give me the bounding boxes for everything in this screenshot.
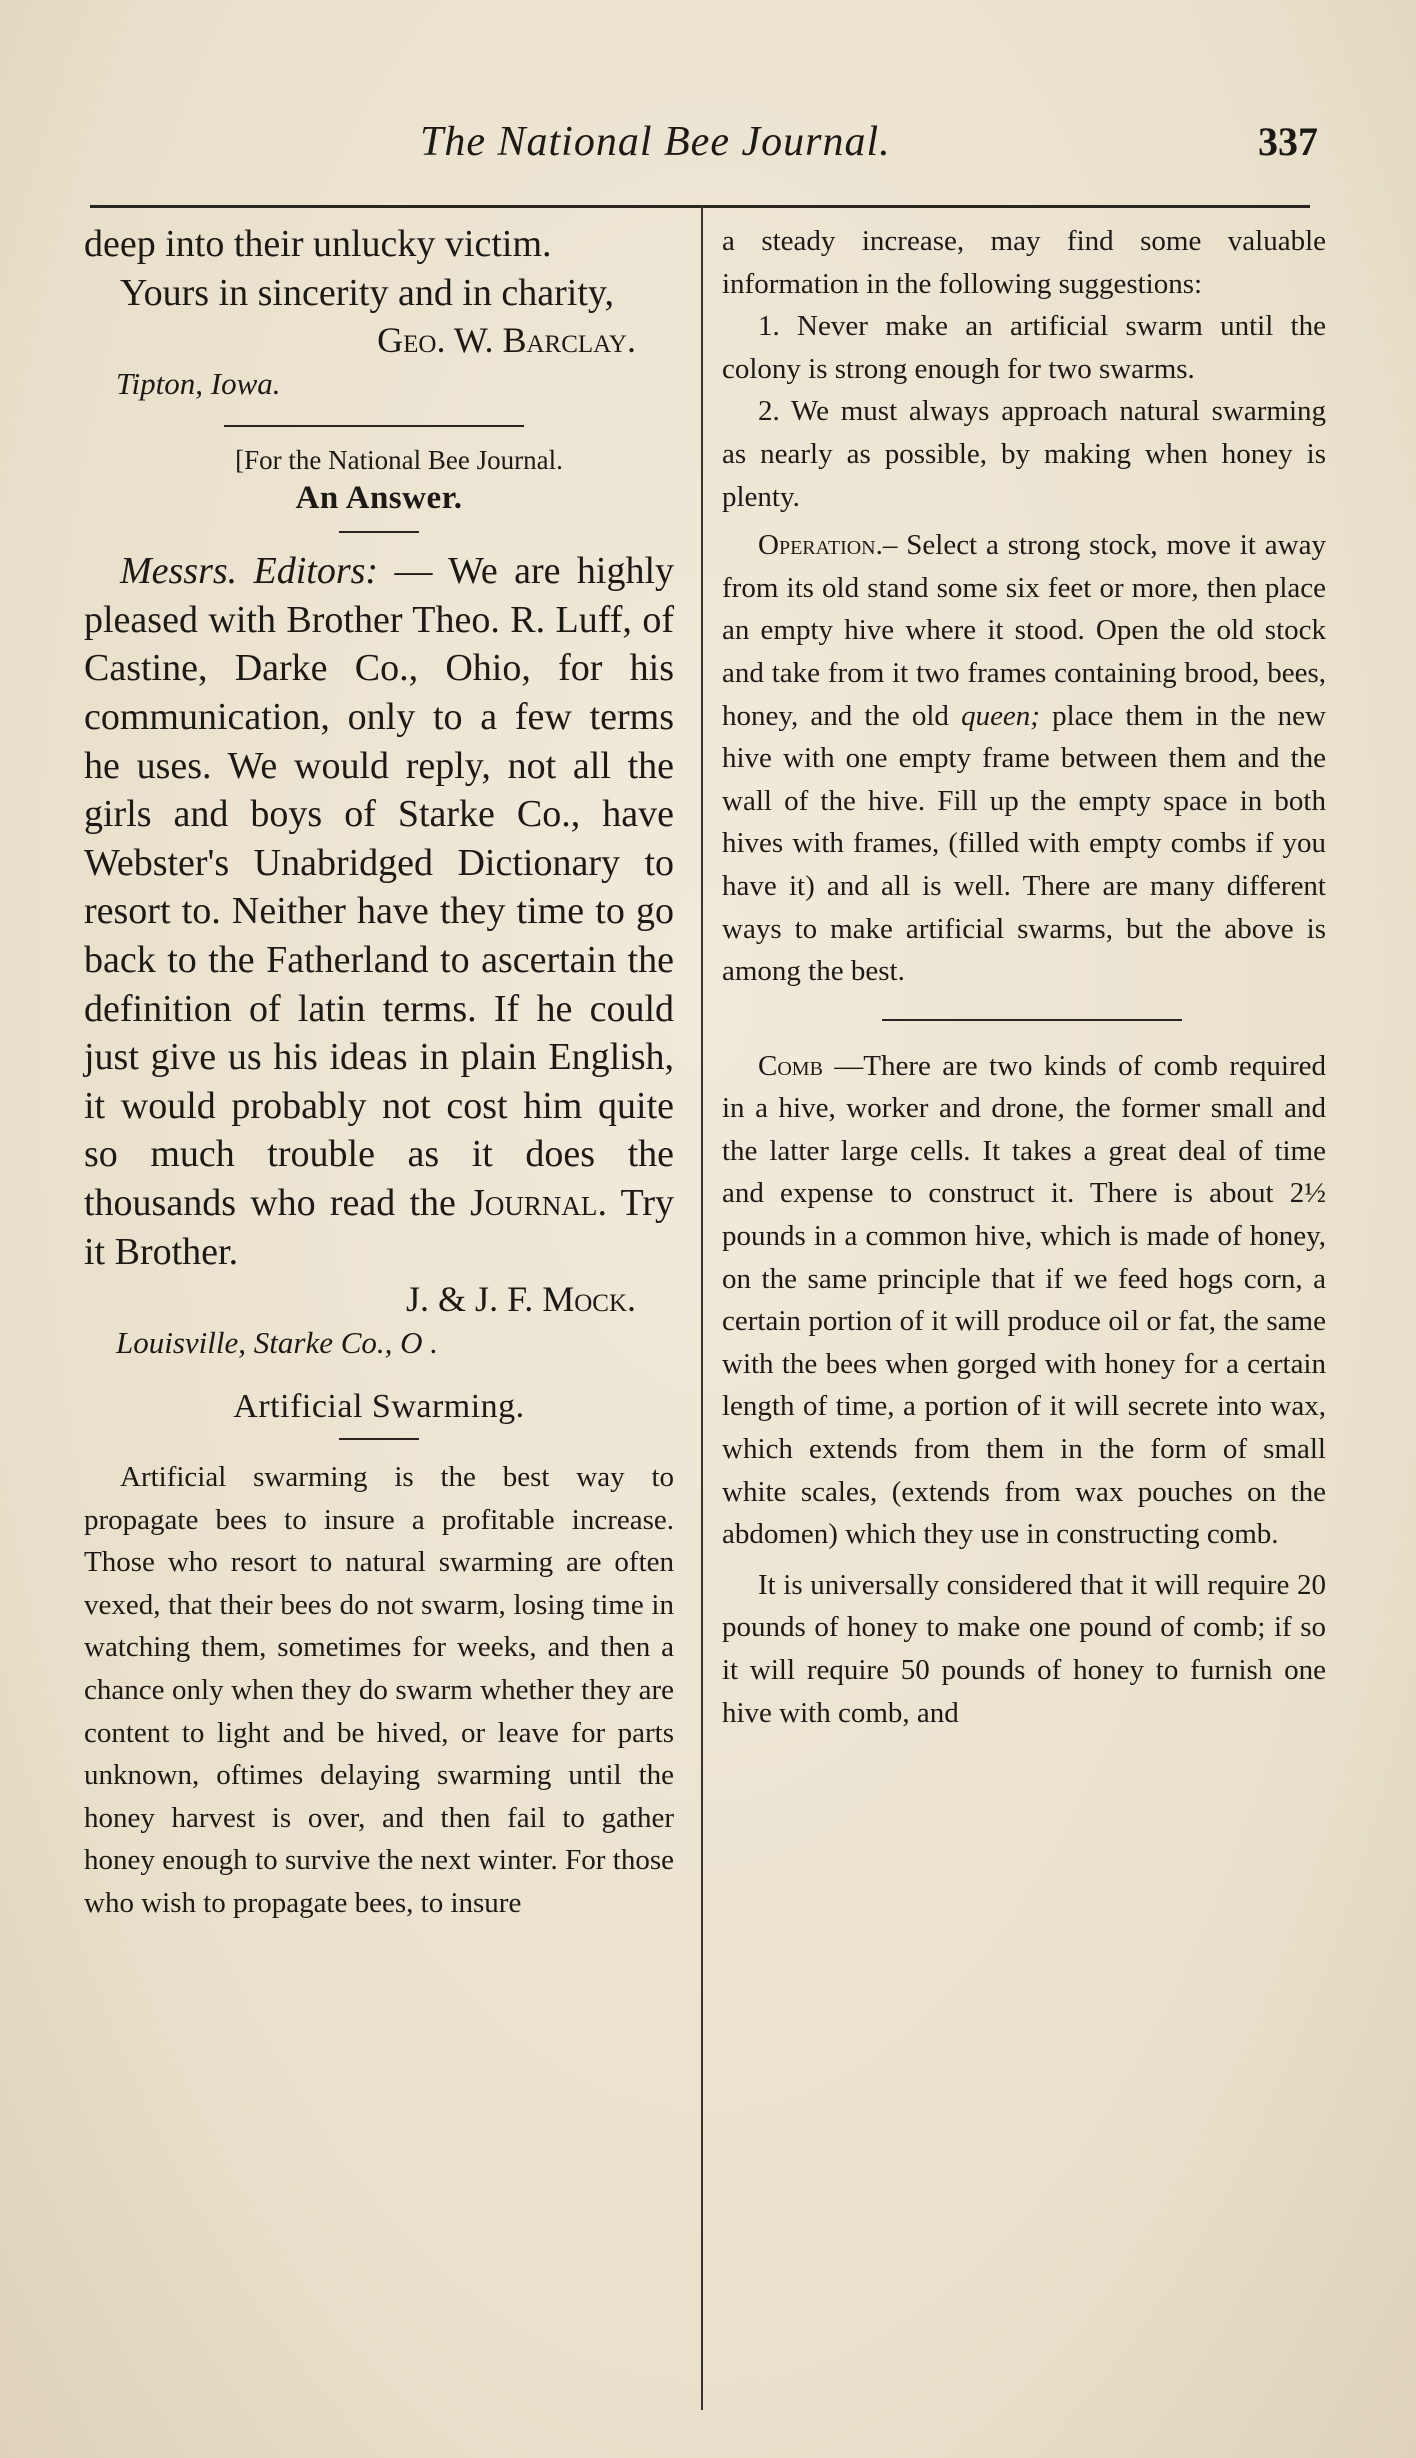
page-header <box>0 118 1416 178</box>
answer-journal: Journal <box>470 1181 598 1224</box>
section-source-tag: [For the National Bee Journal. <box>235 445 563 476</box>
left-column <box>84 220 674 1925</box>
swarming-continuation: a steady increase, may find some valuable information in the following suggestions: <box>722 225 1326 300</box>
honey-comb-paragraph: It is universally considered that it will require 20 pounds of honey to make one pound of comb; if so it will require 50 pounds of honey to furnish one hive with comb, and <box>722 1568 1326 1729</box>
signature-mock: J. & J. F. Mock. <box>406 1279 636 1320</box>
operation-paragraph <box>722 524 1326 993</box>
column-divider <box>701 205 703 2410</box>
operation-text-b: place them in the new hive with one empty frame between them and the wall of the hive. Fill up the empty space in both hives with frames, (filled with empty combs if you have it) and all is well. There are many different ways to make artificial swarms, but the above is among the best. <box>722 699 1326 988</box>
heading-rule <box>339 531 419 533</box>
header-rule <box>90 205 1310 208</box>
answer-body: — We are highly pleased with Brother Theo. R. Luff, of Castine, Darke Co., Ohio, for his communication, only to a few terms he uses. We would reply, not all the girls and boys of Starke Co., have Webster's Unabridged Dictionary to resort to. Neither have they time to go back to the Fatherland to ascertain the definition of latin terms. If he could just give us his ideas in plain English, it would probably not cost him quite so much trouble as it does the thousands who read the <box>84 550 674 1224</box>
rule-two: 2. We must always approach natural swarming as nearly as possible, by making when honey is plenty. <box>722 395 1326 513</box>
operation-text-a: – Select a strong stock, move it away from its old stand some six feet or more, then place an empty hive where it stood. Open the old stock and take from it two frames containing brood, bees, honey, and the old <box>722 529 1326 732</box>
page-number: 337 <box>1258 119 1318 164</box>
letter-closing-line: deep into their unlucky victim. <box>84 223 552 265</box>
section-rule <box>224 425 524 427</box>
answer-salutation: Messrs. Editors: <box>120 550 379 593</box>
letter-valediction: Yours in sincerity and in charity, <box>120 271 614 314</box>
answer-tail: . Try it Brother. <box>84 1181 674 1273</box>
article-heading-answer: An Answer. <box>295 480 463 517</box>
comb-text: —There are two kinds of comb required in a hive, worker and drone, the former small and the latter large cells. It takes a great deal of time and expense to construct it. There is about 2½ pounds in a common hive, which is made of honey, on the same principle that if we feed hogs corn, a certain portion of it will produce oil or fat, the same with the bees when gorged with honey for a certain length of time, a portion of it will secrete into wax, which extends from them in the form of small white scales, (extends from wax pouches on the abdomen) which they use in constructing comb. <box>722 1049 1326 1551</box>
swarming-paragraph: Artificial swarming is the best way to propagate bees to insure a profitable increase. Those who resort to natural swarming are often vexed, that their bees do not swarm, losing time in watching them, sometimes for weeks, and then a chance only when they do swarm whether they are content to light and be hived, or leave for parts unknown, oftimes delaying swarming until the honey harvest is over, and then fail to gather honey enough to survive the next winter. For those who wish to propagate bees, to insure <box>84 1461 674 1920</box>
running-title: The National Bee Journal. <box>420 119 891 165</box>
operation-queen: queen; <box>961 699 1040 732</box>
signature-place-louisville: Louisville, Starke Co., O . <box>116 1325 439 1361</box>
rule-one: 1. Never make an artificial swarm until the colony is strong enough for two swarms. <box>722 310 1326 385</box>
signature-place-tipton: Tipton, Iowa. <box>116 366 281 402</box>
heading-rule-2 <box>339 1438 419 1440</box>
right-column <box>722 220 1326 1734</box>
article-heading-swarming: Artificial Swarming. <box>233 1388 525 1426</box>
signature-barclay: Geo. W. Barclay. <box>377 320 636 361</box>
answer-paragraph <box>84 547 674 1276</box>
comb-label: Comb <box>758 1049 823 1082</box>
comb-section-rule <box>882 1019 1182 1021</box>
operation-label: Operation. <box>758 529 883 562</box>
comb-paragraph <box>722 1045 1326 1556</box>
